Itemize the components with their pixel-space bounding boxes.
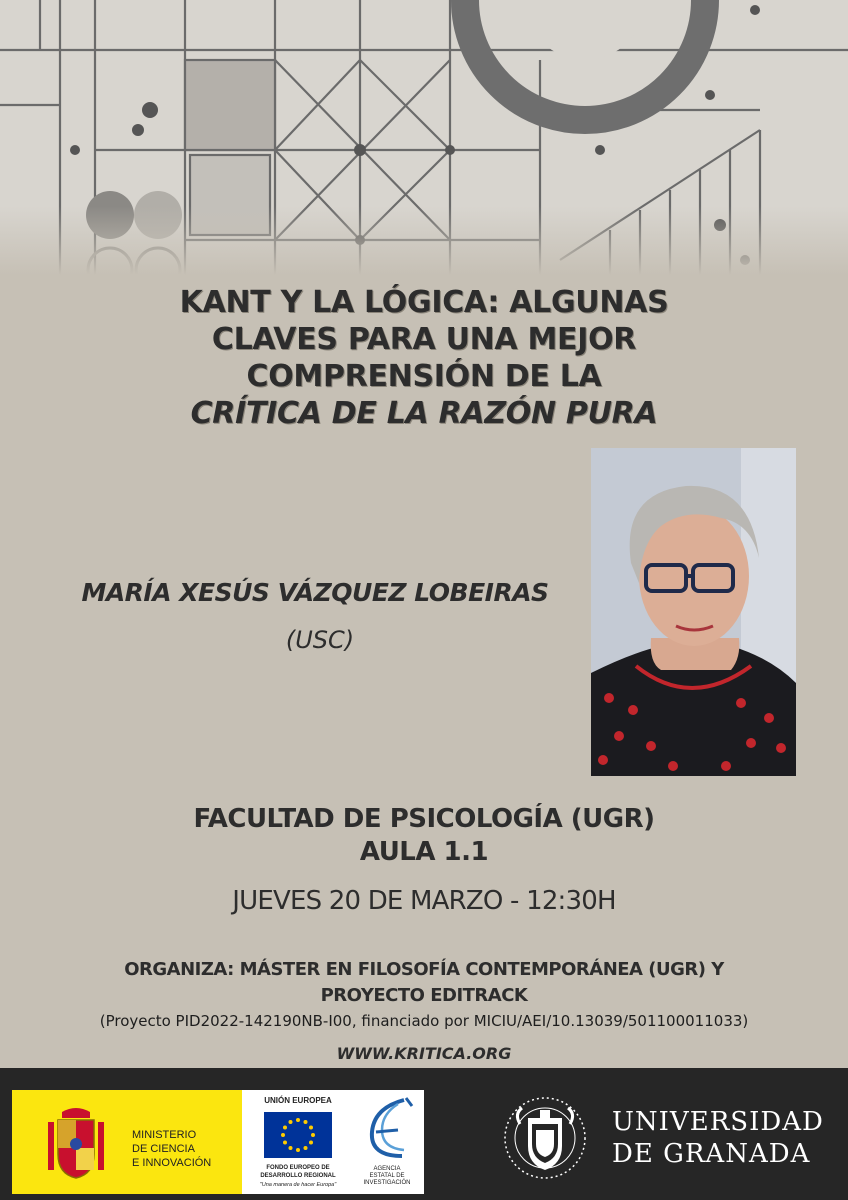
ministerio-line-2: DE CIENCIA: [132, 1143, 195, 1155]
ministerio-text: [132, 1128, 211, 1170]
event-date: JUEVES 20 DE MARZO - 12:30H: [232, 886, 616, 916]
geometric-header-art: [0, 0, 848, 275]
website-link[interactable]: WWW.KRITICA.ORG: [336, 1044, 512, 1063]
aei-line-1: AGENCIA: [373, 1166, 401, 1172]
eu-label: UNIÓN EUROPEA: [264, 1096, 332, 1105]
funding-logos: [12, 1090, 424, 1194]
eu-flag-icon: [264, 1112, 332, 1158]
aei-logo: [352, 1094, 422, 1192]
speaker-affiliation: (USC): [285, 626, 355, 654]
eu-motto: "Una manera de hacer Europa": [259, 1182, 337, 1188]
aei-line-3: INVESTIGACIÓN: [363, 1180, 411, 1186]
title-line-1: KANT Y LA LÓGICA: ALGUNAS: [179, 285, 669, 320]
organizers-line-1: ORGANIZA: MÁSTER EN FILOSOFÍA CONTEMPORÁNEA (UGR) Y: [124, 959, 724, 980]
organizers-line-2: PROYECTO EDITRACK: [320, 985, 528, 1006]
title-line-2: CLAVES PARA UNA MEJOR: [211, 322, 637, 357]
ugr-seal-icon: [500, 1084, 590, 1192]
speaker-photo: [591, 448, 796, 776]
talk-title: [0, 284, 848, 432]
venue-room: AULA 1.1: [359, 837, 489, 867]
title-line-3: COMPRENSIÓN DE LA: [246, 359, 602, 394]
spain-coat-of-arms-icon: [40, 1104, 112, 1182]
aei-text: [352, 1166, 422, 1187]
title-line-4: CRÍTICA DE LA RAZÓN PURA: [190, 396, 658, 431]
ministerio-logo: [12, 1090, 242, 1194]
venue: [0, 803, 848, 869]
speaker-name: MARÍA XESÚS VÁZQUEZ LOBEIRAS: [81, 578, 549, 607]
aei-line-2: ESTATAL DE: [369, 1173, 405, 1179]
ministerio-line-1: MINISTERIO: [132, 1129, 197, 1141]
footer-logos-bar: [0, 1068, 848, 1200]
aei-emblem-icon: [352, 1094, 422, 1164]
eu-feder-logo: [250, 1096, 346, 1191]
ugr-line-2: DE GRANADA: [612, 1139, 811, 1169]
funding-note: (Proyecto PID2022-142190NB-I00, financiado por MICIU/AEI/10.13039/501100011033): [99, 1012, 749, 1030]
ugr-wordmark: [612, 1106, 824, 1170]
ministerio-line-3: E INNOVACIÓN: [132, 1157, 212, 1169]
ugr-line-1: UNIVERSIDAD: [612, 1107, 824, 1137]
feder-line-1: FONDO EUROPEO DE: [266, 1165, 330, 1171]
organizers: [0, 957, 848, 1009]
feder-line-2: DESARROLLO REGIONAL: [260, 1173, 336, 1179]
feder-label: [250, 1164, 346, 1180]
venue-faculty: FACULTAD DE PSICOLOGÍA (UGR): [193, 804, 655, 834]
